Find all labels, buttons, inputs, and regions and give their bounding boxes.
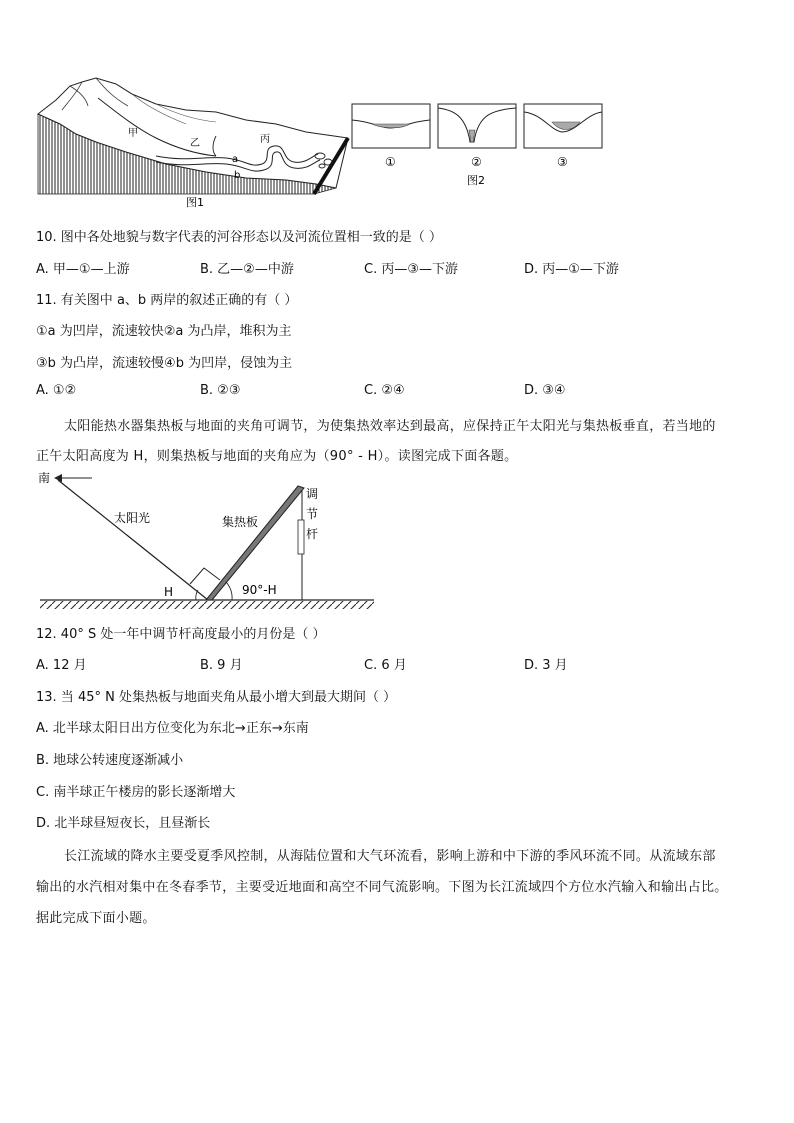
question-12-option-a[interactable]: A. 12 月 — [36, 658, 87, 673]
figure-2-label-2: ② — [471, 155, 482, 169]
question-11-statement-line-2: ③b 为凸岸，流速较慢④b 为凹岸，侵蚀为主 — [36, 356, 293, 371]
angle-panel-label: 90°-H — [242, 583, 277, 597]
south-label: 南 — [38, 471, 51, 485]
passage-solar-line-2: 正午太阳高度为 H，则集热板与地面的夹角应为（90° - H）。读图完成下面各题。 — [36, 449, 518, 464]
question-11-option-b[interactable]: B. ②③ — [200, 383, 241, 398]
label-b: b — [234, 170, 241, 181]
question-12-stem: 12. 40° S 处一年中调节杆高度最小的月份是（ ） — [36, 627, 326, 642]
figure-2-label-1: ① — [385, 155, 396, 169]
question-12-option-d[interactable]: D. 3 月 — [524, 658, 568, 673]
rod-label-3: 杆 — [306, 527, 319, 541]
passage-solar-line-1: 太阳能热水器集热板与地面的夹角可调节，为使集热效率达到最高，应保持正午太阳光与集热板垂直，若当地的 — [64, 419, 716, 434]
question-13-option-a[interactable]: A. 北半球太阳日出方位变化为东北→正东→东南 — [36, 721, 309, 736]
question-11-statement-line-1: ①a 为凹岸，流速较快②a 为凸岸，堆积为主 — [36, 324, 292, 339]
label-bing: 丙 — [260, 134, 270, 145]
question-13-option-b[interactable]: B. 地球公转速度逐渐减小 — [36, 753, 184, 768]
angle-h-label: H — [164, 585, 174, 599]
figure-1-landscape — [36, 76, 352, 208]
figure-3-solar-collector — [36, 468, 380, 614]
question-12-option-b[interactable]: B. 9 月 — [200, 658, 243, 673]
figure-2-valleys — [350, 102, 604, 190]
question-11-option-d[interactable]: D. ③④ — [524, 383, 566, 398]
label-yi: 乙 — [190, 138, 200, 149]
question-10-option-b[interactable]: B. 乙—②—中游 — [200, 262, 294, 277]
rod-label-2: 节 — [306, 507, 319, 521]
collector-panel-label: 集热板 — [222, 515, 259, 529]
figure-2-label-3: ③ — [557, 155, 568, 169]
label-jia: 甲 — [128, 128, 138, 139]
figure-2-caption: 图2 — [467, 174, 485, 187]
passage-yangtze-line-3: 据此完成下面小题。 — [36, 911, 156, 926]
question-12-option-c[interactable]: C. 6 月 — [364, 658, 407, 673]
question-10-option-a[interactable]: A. 甲—①—上游 — [36, 262, 130, 277]
question-11-option-c[interactable]: C. ②④ — [364, 383, 405, 398]
question-13-stem: 13. 当 45° N 处集热板与地面夹角从最小增大到最大期间（ ） — [36, 690, 397, 705]
question-11-option-a[interactable]: A. ①② — [36, 383, 77, 398]
label-a: a — [232, 154, 239, 165]
rod-label-1: 调 — [306, 487, 319, 501]
question-13-option-c[interactable]: C. 南半球正午楼房的影长逐渐增大 — [36, 785, 236, 800]
question-11-stem: 11. 有关图中 a、b 两岸的叙述正确的有（ ） — [36, 293, 298, 308]
question-10-stem: 10. 图中各处地貌与数字代表的河谷形态以及河流位置相一致的是（ ） — [36, 230, 442, 245]
question-13-option-d[interactable]: D. 北半球昼短夜长，且昼渐长 — [36, 816, 211, 831]
passage-yangtze-line-1: 长江流域的降水主要受夏季风控制，从海陆位置和大气环流看，影响上游和中下游的季风环流不同。从流域东部 — [64, 849, 716, 864]
question-10-option-d[interactable]: D. 丙—①—下游 — [524, 262, 619, 277]
passage-yangtze-line-2: 输出的水汽相对集中在冬春季节，主要受近地面和高空不同气流影响。下图为长江流域四个方位水汽输入和输出占比。 — [36, 880, 728, 895]
question-10-option-c[interactable]: C. 丙—③—下游 — [364, 262, 458, 277]
figure-1-caption: 图1 — [186, 196, 204, 208]
sunlight-label: 太阳光 — [114, 511, 151, 525]
